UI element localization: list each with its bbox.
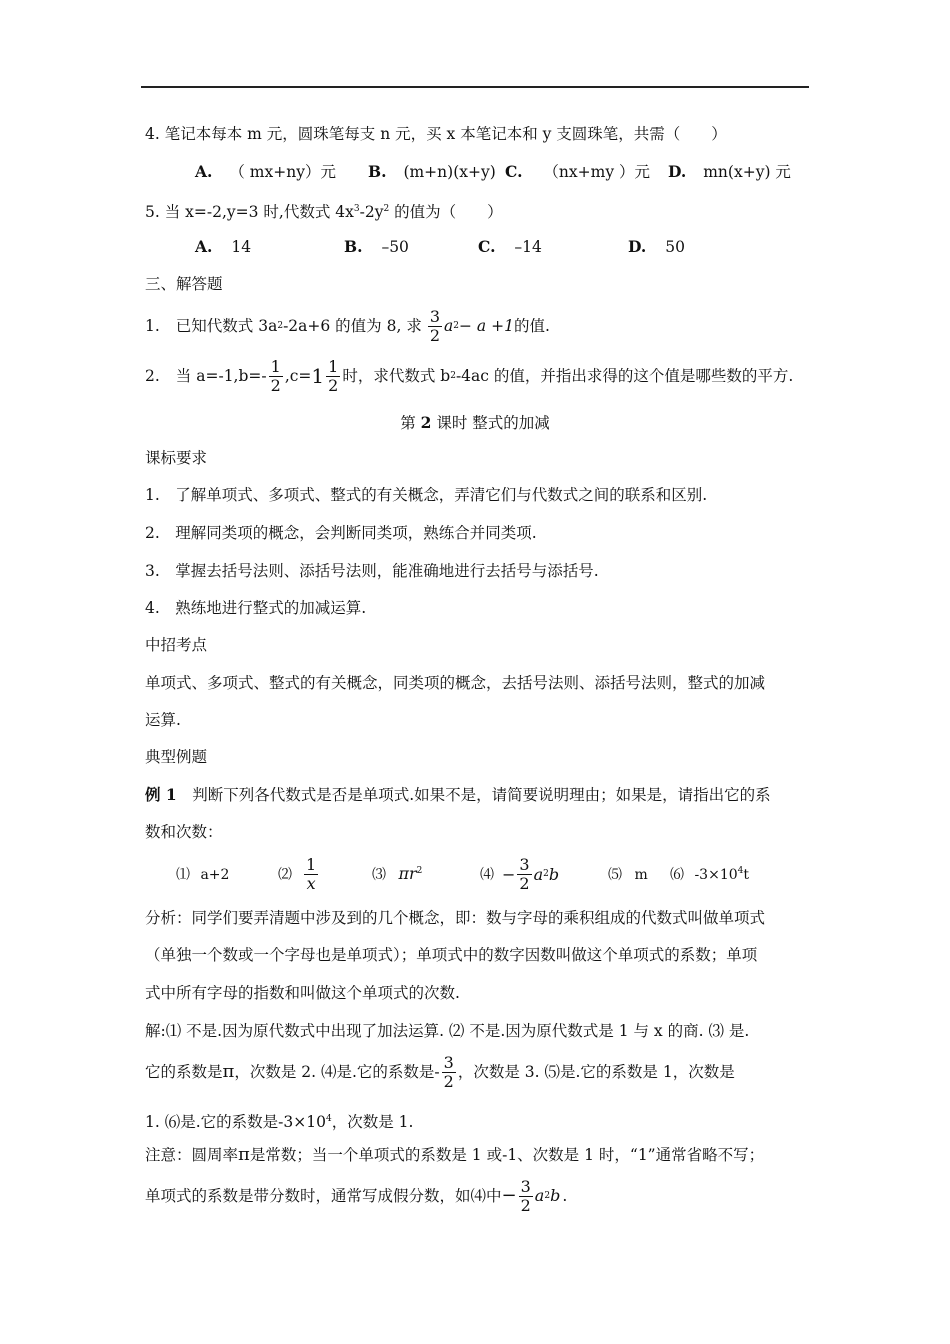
option-a-text: （ mx+ny）元 bbox=[229, 163, 336, 181]
s2-fraction-1 bbox=[269, 358, 283, 395]
lesson-title bbox=[0, 411, 950, 433]
option-c-label: C. bbox=[505, 162, 523, 181]
analysis-line-2: （单独一个数或一个字母也是单项式）；单项式中的数字因数叫做这个单项式的系数；单项 bbox=[145, 946, 758, 964]
solve-question-2 bbox=[145, 356, 793, 396]
item-6 bbox=[670, 864, 749, 884]
exam-points-line-1: 单项式、多项式、整式的有关概念，同类项的概念，去括号法则、添括号法则，整式的加减 bbox=[145, 674, 766, 692]
s2-mid1: ,c= bbox=[284, 367, 312, 385]
s1-mid: -2a+6 的值为 8, 求 bbox=[283, 317, 422, 335]
s2-mid2: 时，求代数式 b bbox=[342, 367, 451, 385]
note-b: b bbox=[550, 1186, 561, 1205]
option-a-label: A. bbox=[195, 162, 213, 181]
item-6-t: t bbox=[743, 867, 750, 883]
question-4-stem: 4. 笔记本每本 m 元，圆珠笔每支 n 元，买 x 本笔记本和 y 支圆珠笔，共需（ ） bbox=[145, 125, 727, 143]
note-l1-post: 是常数；当一个单项式的系数是 1 或-1、次数是 1 时，“1”通常省略不写； bbox=[249, 1146, 765, 1164]
q5-c-text: –14 bbox=[514, 238, 542, 256]
item-1-expr: a+2 bbox=[200, 867, 230, 883]
question-5-option-d bbox=[628, 237, 685, 257]
header-rule bbox=[141, 86, 809, 88]
item-4 bbox=[480, 852, 559, 896]
item-2 bbox=[278, 852, 320, 896]
solution-pi: π bbox=[222, 1061, 235, 1082]
solution-l2-post: ，次数是 3. ⑸是.它的系数是 1，次数是 bbox=[457, 1063, 735, 1081]
item-4-a: a bbox=[533, 864, 544, 884]
lesson-number: 2 bbox=[420, 413, 432, 432]
s1-post: 的值. bbox=[513, 317, 550, 335]
item-2-label: ⑵ bbox=[278, 867, 292, 883]
option-d-text: mn(x+y) 元 bbox=[703, 163, 791, 181]
item-4-fraction bbox=[517, 856, 531, 893]
section-3-heading: 三、解答题 bbox=[145, 275, 223, 293]
q5-a-label: A. bbox=[195, 237, 213, 256]
solution-l2-mid: ，次数是 2. ⑷是.它的系数是- bbox=[234, 1063, 440, 1081]
q5-stem-post: 的值为（ ） bbox=[389, 203, 503, 221]
s2-fraction-2 bbox=[326, 358, 340, 395]
s1-exp: 2 bbox=[277, 321, 284, 331]
q5-d-label: D. bbox=[628, 237, 647, 256]
examples-heading: 典型例题 bbox=[145, 748, 208, 766]
q5-stem-pre: 5. 当 x=-2,y=3 时,代数式 4x bbox=[145, 203, 354, 221]
s2-f1-num: 1 bbox=[270, 356, 281, 376]
s2-f2-den: 2 bbox=[328, 375, 339, 395]
option-c-text: （nx+my ）元 bbox=[543, 163, 650, 181]
item-4-sign: − bbox=[502, 864, 516, 884]
s1-num: 1. bbox=[145, 317, 160, 335]
item-3 bbox=[372, 864, 422, 884]
solution-line-2 bbox=[145, 1050, 735, 1094]
solution-fraction bbox=[442, 1054, 456, 1091]
option-b-text: (m+n)(x+y) bbox=[403, 163, 496, 181]
s2-f2-num: 1 bbox=[328, 356, 339, 376]
note-sign: − bbox=[501, 1185, 517, 1206]
solution-l2-pre: 它的系数是 bbox=[145, 1063, 223, 1081]
s2-pre: 当 a=-1,b=- bbox=[175, 367, 267, 385]
note-a: a bbox=[534, 1186, 545, 1205]
s1-expr-exp: 2 bbox=[453, 321, 459, 331]
curriculum-item-3: 3. 掌握去括号法则、添括号法则，能准确地进行去括号与添括号. bbox=[145, 562, 599, 580]
q5-stem-mid: -2y bbox=[359, 203, 384, 221]
note-pi: π bbox=[238, 1144, 250, 1165]
question-5-option-b bbox=[344, 237, 409, 257]
item-4-label: ⑷ bbox=[480, 867, 494, 883]
item-6-expr: -3×10 bbox=[694, 867, 738, 883]
question-4-option-c bbox=[505, 162, 650, 182]
example-1-line-2: 数和次数： bbox=[145, 823, 223, 841]
example-1-text: 判断下列各代数式是否是单项式.如果不是，请简要说明理由；如果是，请指出它的系 bbox=[176, 786, 771, 804]
note-l2-pre: 单项式的系数是带分数时，通常写成假分数，如⑷中 bbox=[145, 1187, 502, 1205]
s2-num: 2. bbox=[145, 367, 160, 385]
q5-exp1: 3 bbox=[353, 204, 360, 214]
note-line-1 bbox=[145, 1145, 764, 1165]
solution-l3-pre: 1. ⑹是.它的系数是-3×10 bbox=[145, 1113, 326, 1131]
option-d-label: D. bbox=[668, 162, 687, 181]
curriculum-item-2: 2. 理解同类项的概念，会判断同类项，熟练合并同类项. bbox=[145, 524, 537, 542]
solution-line-3 bbox=[145, 1109, 413, 1132]
s1-frac-num: 3 bbox=[429, 306, 441, 326]
q5-b-label: B. bbox=[344, 237, 363, 256]
s1-expr-rest: − a +1 bbox=[459, 317, 514, 335]
lesson-post: 课时 整式的加减 bbox=[431, 414, 550, 432]
item-1 bbox=[176, 864, 229, 884]
item-5-label: ⑸ bbox=[608, 867, 622, 883]
note-exp: 2 bbox=[544, 1191, 551, 1201]
item-2-fraction bbox=[304, 856, 318, 893]
q5-exp2: 2 bbox=[383, 204, 390, 214]
note-frac-den: 2 bbox=[520, 1195, 531, 1215]
s1-pre: 已知代数式 3a bbox=[175, 317, 278, 335]
solution-frac-num: 3 bbox=[443, 1052, 454, 1072]
note-l2-post: . bbox=[562, 1187, 568, 1205]
note-frac-num: 3 bbox=[520, 1176, 531, 1196]
example-items-row bbox=[176, 852, 816, 896]
s1-fraction bbox=[428, 308, 442, 345]
item-4-exp: 2 bbox=[543, 869, 549, 879]
lesson-pre: 第 bbox=[400, 414, 421, 432]
s2-f1-den: 2 bbox=[270, 375, 281, 395]
s1-frac-den: 2 bbox=[429, 325, 441, 345]
item-5-expr: m bbox=[634, 867, 648, 883]
item-1-label: ⑴ bbox=[176, 867, 190, 883]
exam-points-heading: 中招考点 bbox=[145, 636, 208, 654]
s1-expr-a: a bbox=[444, 317, 454, 335]
q5-b-text: –50 bbox=[381, 238, 409, 256]
item-4-b: b bbox=[548, 864, 560, 884]
q5-a-text: 14 bbox=[231, 238, 252, 256]
solve-question-1 bbox=[145, 306, 550, 346]
analysis-line-1: 分析：同学们要弄清题中涉及到的几个概念，即：数与字母的乘积组成的代数式叫做单项式 bbox=[145, 909, 766, 927]
example-1-label: 例 1 bbox=[145, 785, 177, 804]
solution-l3-exp: 4 bbox=[325, 1114, 332, 1124]
item-6-label: ⑹ bbox=[670, 867, 684, 883]
item-3-label: ⑶ bbox=[372, 867, 386, 883]
question-5-stem bbox=[145, 199, 503, 222]
s2-whole: 1 bbox=[311, 364, 325, 388]
note-fraction bbox=[519, 1178, 533, 1215]
question-5-option-a bbox=[195, 237, 251, 257]
item-3-exp: 2 bbox=[416, 866, 423, 876]
exam-points-line-2: 运算. bbox=[145, 711, 181, 729]
analysis-line-3: 式中所有字母的指数和叫做这个单项式的次数. bbox=[145, 984, 460, 1002]
question-4-options bbox=[195, 162, 336, 182]
item-6-exp: 4 bbox=[737, 866, 744, 876]
note-line-2 bbox=[145, 1173, 567, 1219]
item-4-den: 2 bbox=[519, 873, 530, 893]
solution-line-1: 解:⑴ 不是.因为原代数式中出现了加法运算. ⑵ 不是.因为原代数式是 1 与 x 的商. ⑶ 是. bbox=[145, 1022, 750, 1040]
question-4-option-d bbox=[668, 162, 791, 182]
curriculum-heading: 课标要求 bbox=[145, 449, 208, 467]
question-4-option-b bbox=[368, 162, 496, 182]
solution-frac-den: 2 bbox=[443, 1071, 454, 1091]
q5-c-label: C. bbox=[478, 237, 496, 256]
curriculum-item-1: 1. 了解单项式、多项式、整式的有关概念，弄清它们与代数式之间的联系和区别. bbox=[145, 486, 708, 504]
item-5 bbox=[608, 864, 648, 884]
option-b-label: B. bbox=[368, 162, 387, 181]
item-4-num: 3 bbox=[519, 854, 530, 874]
s2-post: -4ac 的值，并指出求得的这个值是哪些数的平方. bbox=[455, 367, 794, 385]
item-2-num: 1 bbox=[306, 854, 317, 874]
example-1-line-1 bbox=[145, 785, 771, 805]
item-3-expr: πr bbox=[398, 864, 417, 883]
s2-exp: 2 bbox=[450, 371, 456, 381]
q5-d-text: 50 bbox=[665, 238, 685, 256]
question-5-option-c bbox=[478, 237, 542, 257]
item-2-den: x bbox=[306, 873, 316, 893]
curriculum-item-4: 4. 熟练地进行整式的加减运算. bbox=[145, 599, 367, 617]
solution-l3-post: ，次数是 1. bbox=[331, 1113, 414, 1131]
note-l1-pre: 注意：圆周率 bbox=[145, 1146, 239, 1164]
